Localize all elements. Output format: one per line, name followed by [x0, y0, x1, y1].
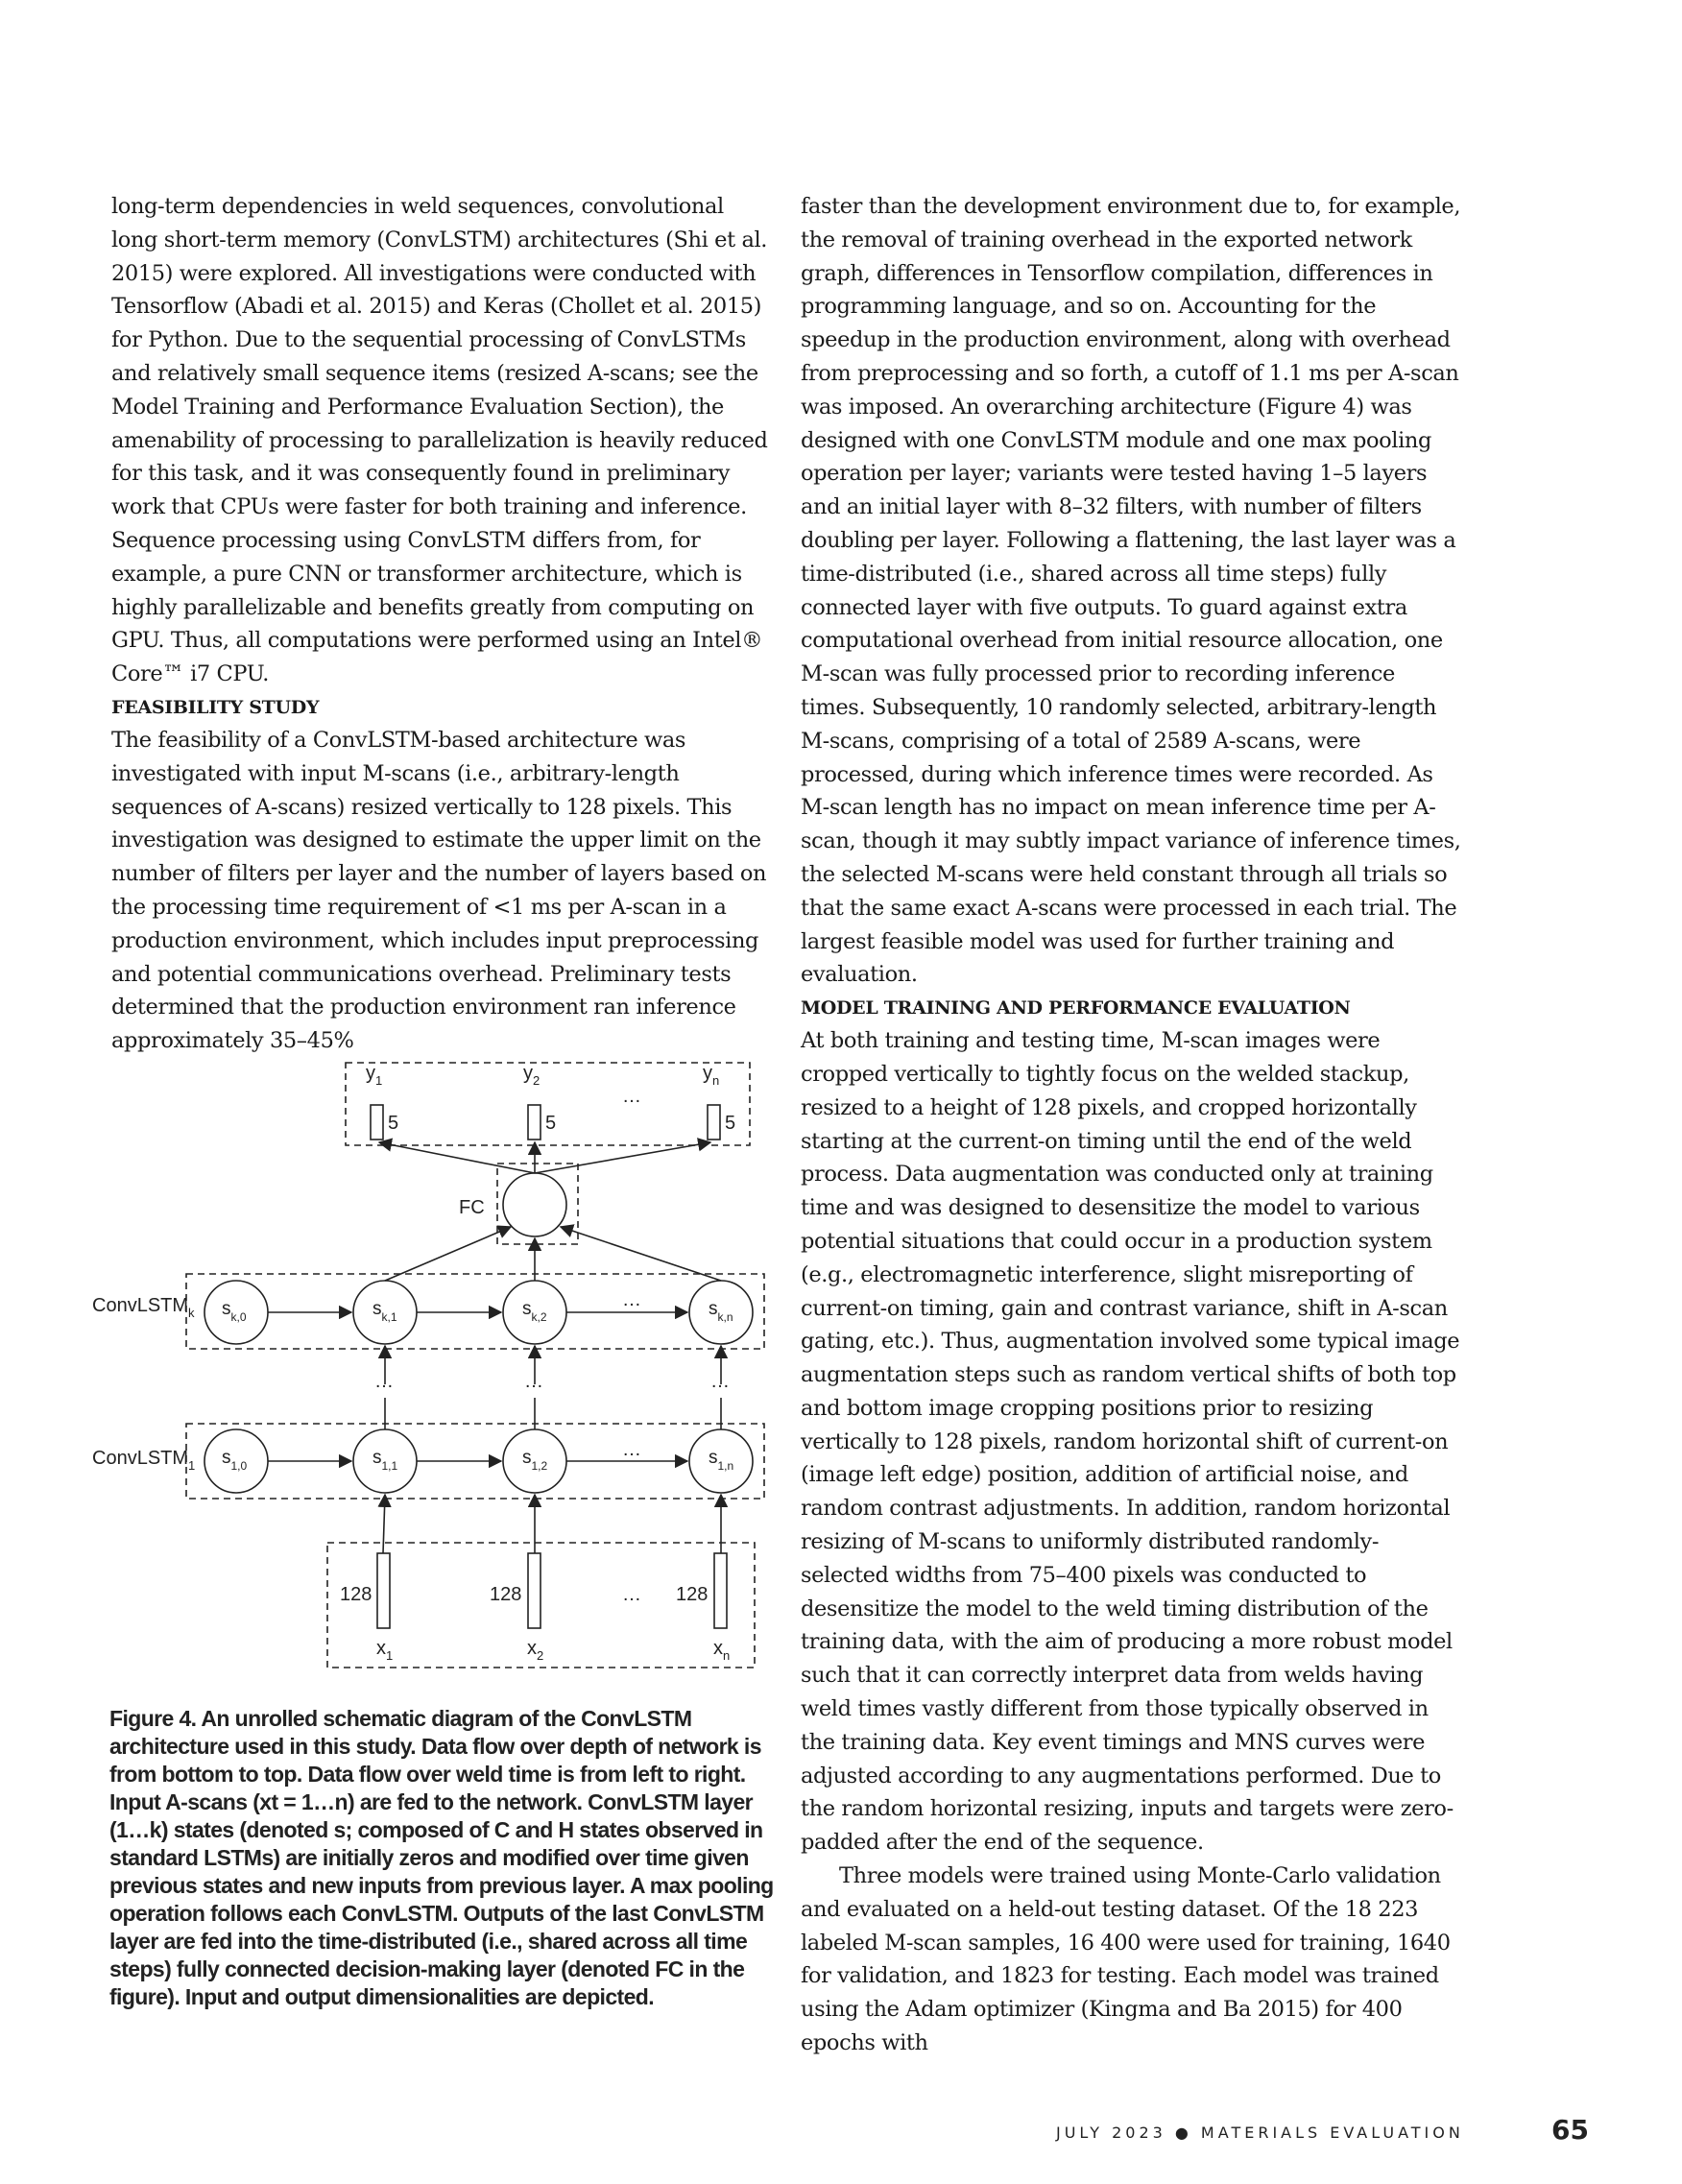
body-paragraph: faster than the development environment due to, for example, the removal of training overhead in the exported network graph, differences in Tensorflow compilation, differences in programming language, and so on. Accounting for the speedup in the production environment, along with overhead from preprocessing and so forth, a cutoff of 1.1 ms per A-scan was imposed. An overarching architecture (Figure 4) was designed with one ConvLSTM module and one max pooling operation per layer; variants were tested having 1–5 layers and an initial layer with 8–32 filters, with number of filters doubling per layer. Following a flattening, the last layer was a time-distributed (i.e., shared across all time steps) fully connected layer with five outputs. To guard against extra computational overhead from initial resource allocation, one M-scan was fully processed prior to recording inference times. Subsequently, 10 randomly selected, arbitrary-length M-scans, comprising of a total of 2589 A-scans, were processed, during which inference times were recorded. As M-scan length has no impact on mean inference time per A-scan, though it may subtly impact variance of inference times, the selected M-scans were held constant through all trials so that the same exact A-scans were processed in each trial. The largest feasible model was used for further training and evaluation.	[801, 194, 1461, 988]
svg-text:xn: $x_n$	[713, 1638, 731, 1663]
output-bar-y2	[528, 1105, 541, 1140]
ellipsis: …	[622, 1584, 641, 1605]
section-heading-model-training: MODEL TRAINING AND PERFORMANCE EVALUATION	[801, 997, 1351, 1020]
fc-label: FC	[459, 1197, 485, 1218]
layer-k-box	[186, 1274, 764, 1349]
output-bar-yn	[708, 1105, 720, 1140]
output-bar-y1	[371, 1105, 383, 1140]
svg-text:y2: $y_2$	[523, 1063, 541, 1088]
caption-text: Figure 4. An unrolled schematic diagram of the ConvLSTM architecture used in this study. Data flow over depth of network is from bottom to top. Data flow over weld time is from left to right. Input A-scans (xt = 1…n) are fed to the network. ConvLSTM layer (1…k) states (denoted s; composed of C and H states observed in standard LSTMs) are initially zeros and modified over time given previous states and new inputs from previous layer. A max pooling operation follows each ConvLSTM. Outputs of the last ConvLSTM layer are fed into the time-distributed (i.e., shared across all time steps) fully connected decision-making layer (denoted FC in the figure). Input and output dimensionalities are depicted.	[109, 1706, 774, 2009]
left-column	[111, 190, 774, 1058]
input-bar-xn	[714, 1553, 727, 1628]
right-column	[801, 190, 1463, 2060]
body-paragraph: The feasibility of a ConvLSTM-based architecture was investigated with input M-scans (i.e., arbitrary-length sequences of A-scans) resized vertically to 128 pixels. This investigation was designed to estimate the upper limit on the number of filters per layer and the number of layers based on the processing time requirement of <1 ms per A-scan in a production environment, which includes input preprocessing and potential communications overhead. Preliminary tests determined that the production environment ran inference approximately 35–45%	[111, 727, 767, 1054]
ellipsis: …	[710, 1371, 730, 1392]
page-number: 65	[1551, 2114, 1589, 2146]
body-paragraph: At both training and testing time, M-scan images were cropped vertically to tightly focus on the welded stackup, resized to a height of 128 pixels, and cropped horizontally starting at the current-on timing until the end of the weld process. Data augmentation was conducted only at training time and was designed to desensitize the model to various potential situations that could occur in a production system (e.g., electromagnetic interference, slight misreporting of current-on timing, gain and contrast variance, shift in A-scan gating, etc.). Thus, augmentation involved some typical image augmentation steps such as random vertical shifts of both top and bottom image cropping positions prior to resizing vertically to 128 pixels, random horizontal shift of current-on (image left edge) position, addition of artificial noise, and random contrast adjustments. In addition, random horizontal resizing of M-scans to uniformly distributed randomly-selected widths from 75–400 pixels was conducted to desensitize the model to the weld timing distribution of the training data, with the aim of producing a more robust model such that it can correctly interpret data from welds having weld times vastly different from those typically observed in the training data. Key event timings and MNS curves were adjusted according to any augmentations performed. Due to the random horizontal resizing, inputs and targets were zero-padded after the end of the sequence.	[801, 1028, 1460, 1856]
svg-text:s1,0: $s_{1,0}$	[222, 1448, 248, 1473]
svg-text:sk,1: $s_{k,1}$	[372, 1299, 397, 1324]
input-dim-label: 128	[676, 1584, 709, 1605]
input-bar-x2	[528, 1553, 541, 1628]
body-paragraph: long-term dependencies in weld sequences, convolutional long short-term memory (ConvLSTM) architectures (Shi et al. 2015) were explored. All investigations were conducted with Tensorflow (Abadi et al. 2015) and Keras (Chollet et al. 2015) for Python. Due to the sequential processing of ConvLSTMs and relatively small sequence items (resized A-scans; see the Model Training and Performance Evaluation Section), the amenability of processing to parallelization is heavily reduced for this task, and it was consequently found in preliminary work that CPUs were faster for both training and inference. Sequence processing using ConvLSTM differs from, for example, a pure CNN or transformer architecture, which is highly parallelizable and benefits greatly from computing on GPU. Thus, all computations were performed using an Intel® Core™ i7 CPU.	[111, 194, 768, 687]
svg-text:sk,2: $s_{k,2}$	[522, 1299, 547, 1324]
svg-text:s1,2: $s_{1,2}$	[522, 1448, 548, 1473]
svg-text:sk,0: $s_{k,0}$	[222, 1299, 247, 1324]
output-dim-label: 5	[388, 1113, 399, 1134]
input-bar-x1	[377, 1553, 390, 1628]
body-paragraph: Three models were trained using Monte-Carlo validation and evaluated on a held-out testing dataset. Of the 18 223 labeled M-scan samples, 16 400 were used for training, 1640 for validation, and 1823 for testing. Each model was trained using the Adam optimizer (Kingma and Ba 2015) for 400 epochs with	[801, 1863, 1451, 2056]
svg-text:s1,n: $s_{1,n}$	[709, 1448, 734, 1473]
section-heading-feasibility: FEASIBILITY STUDY	[111, 696, 320, 718]
svg-text:sk,n: $s_{k,n}$	[709, 1299, 733, 1324]
svg-text:y1: $y_1$	[366, 1063, 383, 1088]
ellipsis: …	[524, 1371, 543, 1392]
figure-caption	[109, 1705, 781, 2011]
figure-4-diagram	[77, 1056, 787, 1685]
running-footer: JULY 2023 ● MATERIALS EVALUATION	[1056, 2124, 1464, 2142]
ellipsis: …	[374, 1371, 394, 1392]
svg-text:yn: $y_n$	[703, 1063, 720, 1088]
output-dim-label: 5	[545, 1113, 557, 1134]
svg-text:x2: $x_2$	[527, 1638, 544, 1663]
svg-text:s1,1: $s_{1,1}$	[372, 1448, 398, 1473]
ellipsis: …	[622, 1086, 641, 1107]
ellipsis: …	[622, 1439, 641, 1460]
layer-k-label: ConvLSTM$_k$	[92, 1295, 195, 1320]
svg-text:x1: $x_1$	[376, 1638, 394, 1663]
input-dim-label: 128	[490, 1584, 522, 1605]
ellipsis: …	[622, 1289, 641, 1310]
fc-node	[503, 1173, 566, 1236]
layer-1-label: ConvLSTM$_1$	[92, 1448, 196, 1473]
output-dim-label: 5	[725, 1113, 736, 1134]
input-dim-label: 128	[340, 1584, 372, 1605]
